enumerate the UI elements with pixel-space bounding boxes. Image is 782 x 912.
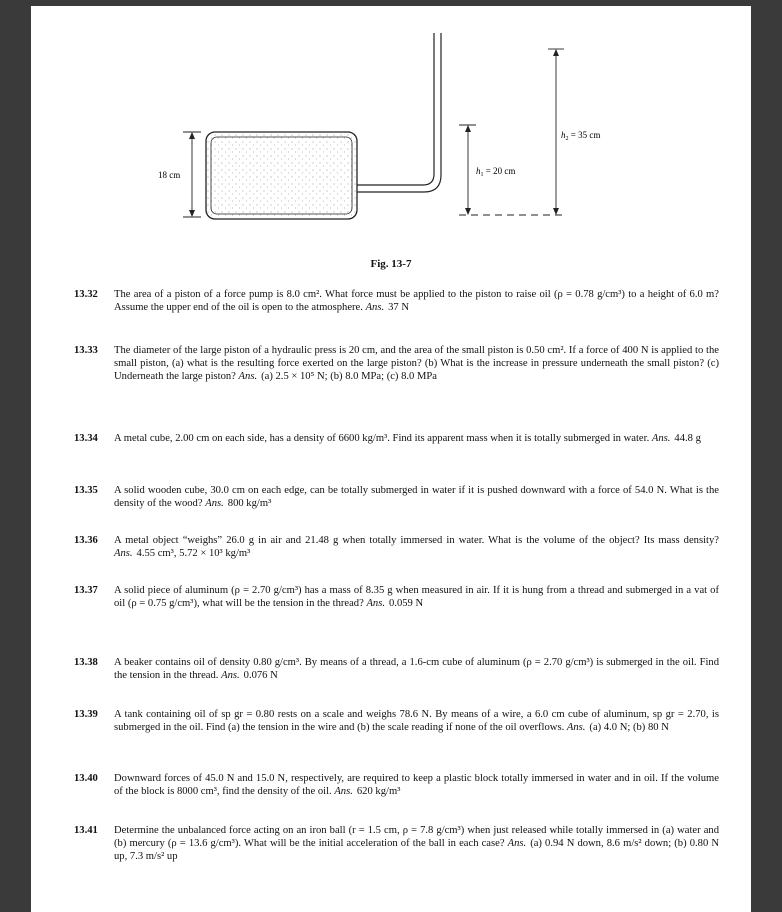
problem-text: A metal cube, 2.00 cm on each side, has a density of 6600 kg/m³. Find its apparent mass when it is totally submerged in water. <box>114 433 650 444</box>
problem-number: 13.34 <box>74 433 98 444</box>
problem-13-40 <box>74 772 719 798</box>
problem-body <box>114 824 719 863</box>
answer-value: 37 N <box>388 302 410 313</box>
answer-value: (a) 2.5 × 10⁵ N; (b) 8.0 MPa; (c) 8.0 MPa <box>261 371 437 382</box>
answer-label: Ans. <box>507 838 527 849</box>
problem-13-38 <box>74 656 719 682</box>
problem-text: A tank containing oil of sp gr = 0.80 rests on a scale and weighs 78.6 N. By means of a wire, a 6.0 cm cube of aluminum, sp gr = 2.70, is submerged in the oil. Find (a) the tension in the wire and (b) the scale reading if none of the oil overflows. <box>114 709 719 733</box>
document-page <box>31 6 751 912</box>
answer-value: (a) 0.94 N down, 8.6 m/s² down; (b) 0.80 N up, 7.3 m/s² up <box>114 838 719 862</box>
answer-label: Ans. <box>365 302 385 313</box>
problem-number: 13.33 <box>74 345 98 356</box>
problem-text: A metal object “weighs” 26.0 g in air and 21.48 g when totally immersed in water. What is the volume of the object? Its mass density? <box>114 535 719 546</box>
problem-13-36 <box>74 534 719 560</box>
problem-body <box>114 772 719 798</box>
answer-value: 44.8 g <box>674 433 701 444</box>
problem-text: A solid wooden cube, 30.0 cm on each edge, can be totally submerged in water if it is pushed downward with a force of 54.0 N. What is the density of the wood? <box>114 485 719 509</box>
problem-number: 13.35 <box>74 485 98 496</box>
u-tube <box>357 33 434 185</box>
problem-text: Downward forces of 45.0 N and 15.0 N, respectively, are required to keep a plastic block totally immersed in water and in oil. If the volume of the block is 8000 cm³, find the density of the oil. <box>114 773 719 797</box>
problem-text: The diameter of the large piston of a hydraulic press is 20 cm, and the area of the small piston is 0.50 cm². If a force of 400 N is applied to the small piston, (a) what is the resulting force exerted on the large piston? (b) What is the increase in pressure underneath the small piston? (c) Underneath the large piston? <box>114 345 719 382</box>
problem-text: The area of a piston of a force pump is 8.0 cm². What force must be applied to the piston to raise oil (ρ = 0.78 g/cm³) to a height of 6.0 m? Assume the upper end of the oil is open to the atmosphere. <box>114 289 719 313</box>
problem-13-37 <box>74 584 719 610</box>
figure-caption: Fig. 13-7 <box>370 258 412 270</box>
answer-value: 4.55 cm³, 5.72 × 10³ kg/m³ <box>136 548 251 559</box>
answer-label: Ans. <box>114 548 133 559</box>
problem-body <box>114 288 719 314</box>
problem-text: A beaker contains oil of density 0.80 g/cm³. By means of a thread, a 1.6-cm cube of aluminum (ρ = 2.70 g/cm³) is submerged in the oil. Find the tension in the thread. <box>114 657 719 681</box>
label-h2: $h_2 = 35$ cm <box>561 130 601 142</box>
label-18-cm: 18 cm <box>158 170 181 180</box>
problem-body <box>114 656 719 682</box>
problem-number: 13.32 <box>74 289 98 300</box>
problem-body <box>114 708 719 734</box>
answer-value: 620 kg/m³ <box>356 786 401 797</box>
answer-value: 0.076 N <box>243 670 278 681</box>
problem-text: Determine the unbalanced force acting on an iron ball (r = 1.5 cm, ρ = 7.8 g/cm³) when just released while totally immersed in (a) water and (b) mercury (ρ = 13.6 g/cm³). What will be the initial acceleration of the ball in each case? <box>114 825 719 849</box>
problem-body <box>114 584 719 610</box>
problem-number: 13.41 <box>74 825 98 836</box>
problem-number: 13.37 <box>74 585 98 596</box>
problem-body <box>114 484 719 510</box>
answer-label: Ans. <box>238 371 258 382</box>
answer-value: (a) 4.0 N; (b) 80 N <box>589 722 669 733</box>
problem-13-39 <box>74 708 719 734</box>
problem-13-33 <box>74 344 719 383</box>
problem-number: 13.39 <box>74 709 98 720</box>
problem-number: 13.36 <box>74 535 98 546</box>
problem-text: A solid piece of aluminum (ρ = 2.70 g/cm³) has a mass of 8.35 g when measured in air. If it is hung from a thread and submerged in a vat of oil (ρ = 0.75 g/cm³), what will be the tension in the thread? <box>114 585 719 609</box>
answer-label: Ans. <box>566 722 586 733</box>
answer-label: Ans. <box>205 498 224 509</box>
problem-13-32 <box>74 288 719 314</box>
label-h1: $h_1 = 20$ cm <box>476 166 516 178</box>
answer-label: Ans. <box>366 598 385 609</box>
problem-number: 13.40 <box>74 773 98 784</box>
problem-body <box>114 344 719 383</box>
problem-13-41 <box>74 824 719 863</box>
answer-value: 800 kg/m³ <box>227 498 272 509</box>
problem-body <box>114 534 719 560</box>
problem-13-35 <box>74 484 719 510</box>
answer-label: Ans. <box>334 786 353 797</box>
figure-13-7 <box>31 6 751 256</box>
problem-number: 13.38 <box>74 657 98 668</box>
answer-label: Ans. <box>221 670 240 681</box>
oil-tank <box>206 132 357 219</box>
problem-13-34 <box>74 432 719 445</box>
answer-value: 0.059 N <box>389 598 424 609</box>
problem-body <box>114 432 719 445</box>
answer-label: Ans. <box>651 433 671 444</box>
